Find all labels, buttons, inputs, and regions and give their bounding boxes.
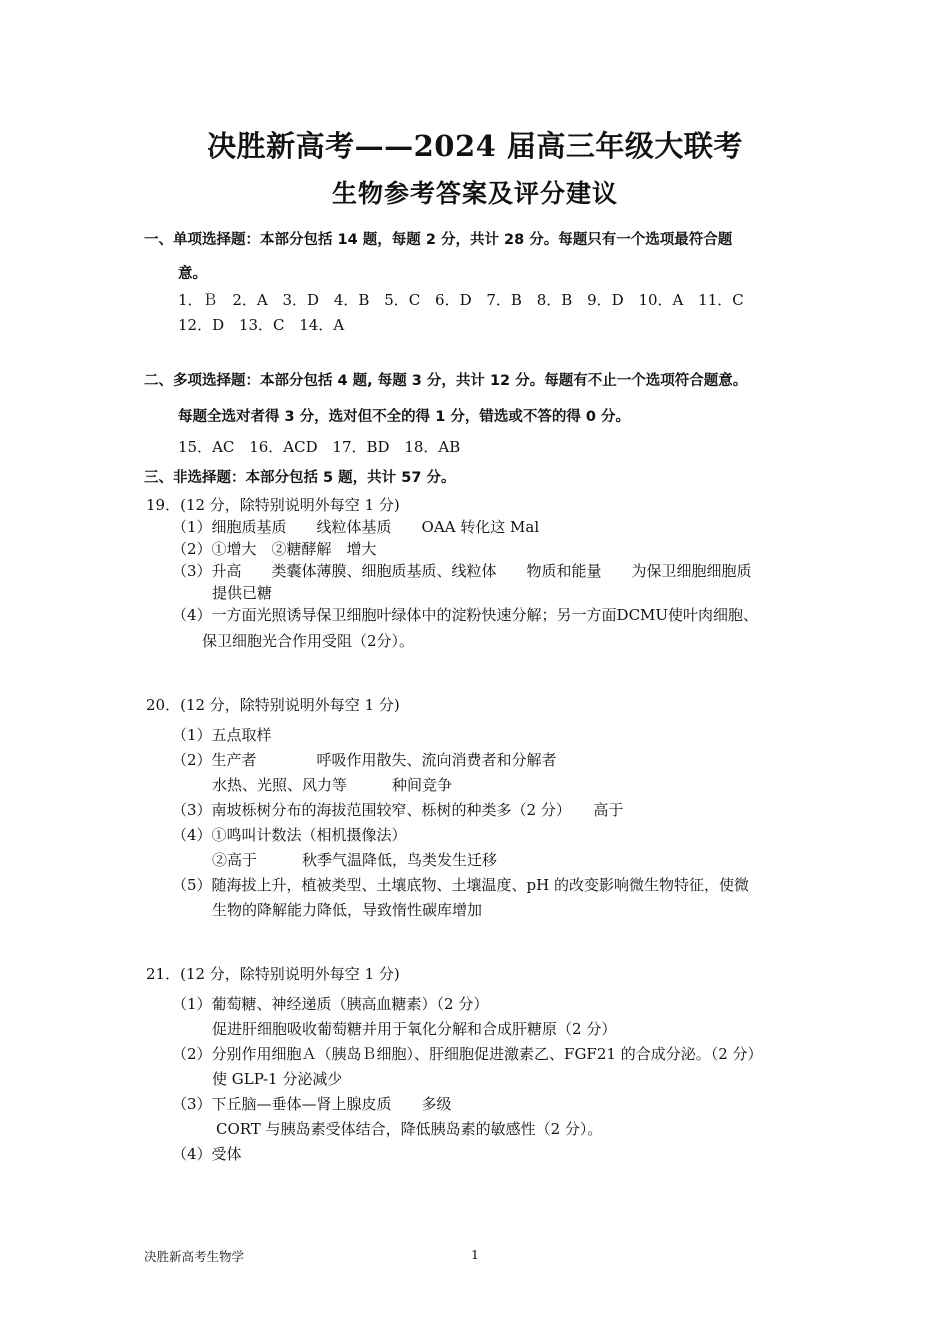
answer-item: 12．D (178, 316, 225, 334)
answer-item: 5．C (384, 291, 421, 309)
page-subtitle: 生物参考答案及评分建议 (331, 179, 618, 208)
q20-line: （1）五点取样 (172, 726, 272, 744)
q19-line: （4）一方面光照诱导保卫细胞叶绿体中的淀粉快速分解；另一方面DCMU使叶肉细胞、 (172, 606, 759, 624)
answer-item: 13．C (238, 316, 285, 334)
q20-line: 水热、光照、风力等 种间竞争 (212, 776, 453, 794)
q20-line: （3）南坡栎树分布的海拔范围较窄、栎树的种类多（2 分） 高于 (172, 801, 624, 819)
answer-item: 2．A (232, 291, 268, 309)
q21-line: CORT 与胰岛素受体结合，降低胰岛素的敏感性（2 分）。 (216, 1120, 603, 1138)
answer-item: 7．B (486, 291, 522, 309)
answer-item: 1．Ｂ (178, 291, 218, 309)
section3-heading: 三、非选择题：本部分包括 5 题，共计 57 分。 (144, 470, 456, 486)
page-number: 1 (471, 1247, 479, 1262)
section1-heading-cont: 意。 (178, 266, 207, 282)
q19-heading: 19．(12 分，除特别说明外每空 1 分) (146, 496, 400, 514)
q20-heading: 20．(12 分，除特别说明外每空 1 分) (146, 696, 400, 714)
q20-line: ②高于 秋季气温降低，鸟类发生迁移 (212, 851, 498, 869)
q19-line: （3）升高 类囊体薄膜、细胞质基质、线粒体 物质和能量 为保卫细胞细胞质 (172, 562, 752, 580)
q21-line: （3）下丘脑—垂体—肾上腺皮质 多级 (172, 1095, 452, 1113)
q21-line: 使 GLP-1 分泌减少 (212, 1070, 343, 1088)
section1-heading: 一、单项选择题：本部分包括 14 题，每题 2 分，共计 28 分。每题只有一个选项最符合题 (144, 232, 733, 248)
answer-item: 4．B (333, 291, 370, 309)
q20-line: （5）随海拔上升，植被类型、土壤底物、土壤温度、pH 的改变影响微生物特征，使微 (172, 876, 749, 894)
answer-item: 17．BD (332, 438, 390, 456)
section2-heading: 二、多项选择题：本部分包括 4 题, 每题 3 分，共计 12 分。每题有不止一个选项符合题意。 (144, 373, 748, 389)
q21-line: 促进肝细胞吸收葡萄糖并用于氧化分解和合成肝糖原（2 分） (212, 1020, 617, 1038)
q20-line: （4）①鸣叫计数法（相机摄像法） (172, 826, 407, 844)
q19-line: 提供已糖 (212, 584, 273, 602)
section1-answers-row2 (178, 314, 354, 335)
q21-line: （2）分别作用细胞Ａ（胰岛Ｂ细胞）、肝细胞促进激素乙、FGF21 的合成分泌。（2 分） (172, 1045, 763, 1063)
answer-item: 6．D (435, 291, 472, 309)
answer-item: 9．D (587, 291, 624, 309)
section1-answers-row1 (178, 289, 754, 310)
q21-line: （4）受体 (172, 1145, 242, 1163)
q20-line: 生物的降解能力降低，导致惰性碳库增加 (212, 901, 483, 919)
footer-title: 决胜新高考生物学 (144, 1249, 245, 1264)
answer-item: 15．AC (178, 438, 235, 456)
q20-line: （2）生产者 呼吸作用散失、流向消费者和分解者 (172, 751, 557, 769)
answer-item: 8．B (536, 291, 573, 309)
answer-item: 10．A (638, 291, 684, 309)
page-title: 决胜新高考——2024 届高三年级大联考 (207, 129, 743, 163)
answer-item: 18．AB (404, 438, 461, 456)
answer-item: 16．ACD (249, 438, 318, 456)
answer-item: 3．D (282, 291, 320, 309)
q21-heading: 21．(12 分，除特别说明外每空 1 分) (146, 965, 400, 983)
section2-answers (178, 436, 470, 457)
answer-item: 14．A (299, 316, 345, 334)
q19-line: 保卫细胞光合作用受阻（2分）。 (202, 632, 415, 650)
answer-item: 11．C (698, 291, 744, 309)
section2-heading-cont: 每题全选对者得 3 分，选对但不全的得 1 分，错选或不答的得 0 分。 (178, 409, 631, 425)
q19-line: （2）①增大 ②糖酵解 增大 (172, 540, 377, 558)
q21-line: （1）葡萄糖、神经递质（胰高血糖素）（2 分） (172, 995, 489, 1013)
q19-line: （1）细胞质基质 线粒体基质 OAA 转化这 Mal (172, 518, 540, 536)
